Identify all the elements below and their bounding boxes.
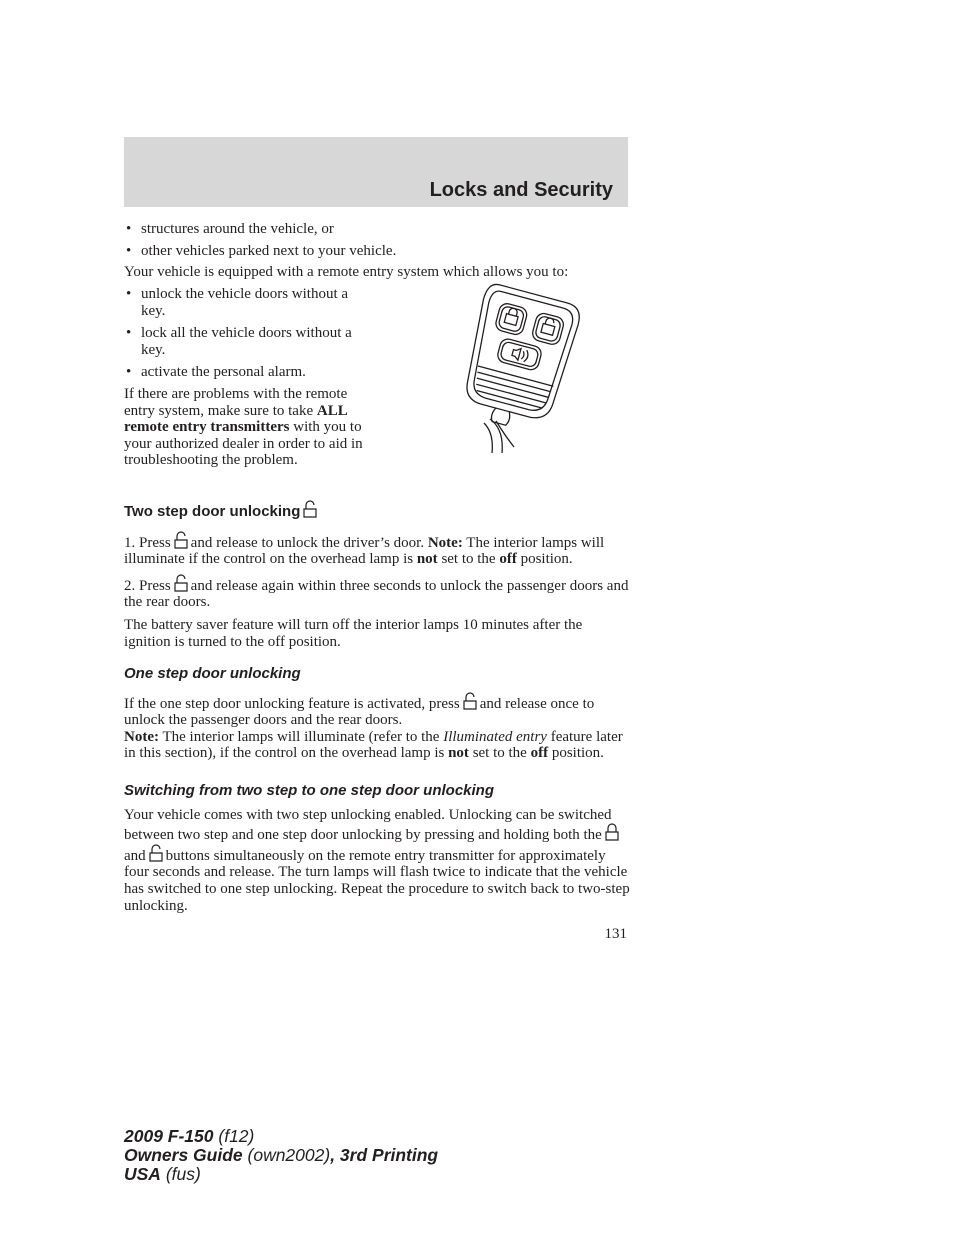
footer-line-1: 2009 F-150 (f12)	[124, 1126, 255, 1146]
list-item: • activate the personal alarm.	[124, 364, 374, 381]
two-step-section	[124, 500, 630, 650]
one-step-section	[124, 666, 630, 762]
remote-feature-list	[124, 286, 374, 469]
page-number: 131	[604, 926, 627, 942]
section-title: Locks and Security	[429, 179, 613, 201]
section-header	[124, 137, 628, 207]
unlock-icon	[173, 574, 189, 592]
section-heading: Two step door unlocking	[124, 500, 630, 521]
list-item: • unlock the vehicle doors without a key.	[124, 286, 374, 319]
intro-bullet-list	[124, 221, 630, 281]
battery-saver-paragraph: The battery saver feature will turn off the interior lamps 10 minutes after the ignition is turned to the off position.	[124, 616, 583, 650]
step-1-paragraph: 1. Press and release to unlock the driver’s door. Note: The interior lamps will illuminate if the control on the overhead lamp is not set to the off position.	[124, 531, 630, 568]
unlock-icon	[462, 692, 478, 710]
one-step-paragraph: If the one step door unlocking feature is activated, press and release once to unlock the passenger doors and the rear doors. Note: The interior lamps will illuminate (refer to the Illuminated entry feature later in this section), if the control on the overhead lamp is not set to the off position.	[124, 692, 630, 762]
switching-section	[124, 783, 630, 914]
switching-paragraph: Your vehicle comes with two step unlocking enabled. Unlocking can be switched between two step and one step door unlocking by pressing and holding both the and buttons simultaneously on the remote entry transmitter for approximately four seconds and release. The turn lamps will flash twice to indicate that the vehicle has switched to one step unlocking. Repeat the procedure to switch back to two-step unlocking.	[124, 806, 630, 914]
lock-icon	[604, 823, 620, 841]
unlock-icon	[302, 500, 318, 518]
list-item: • other vehicles parked next to your vehicle.	[124, 243, 630, 260]
unlock-icon	[148, 844, 164, 862]
list-item: • lock all the vehicle doors without a key.	[124, 325, 374, 358]
section-heading: Switching from two step to one step door unlocking	[124, 782, 494, 799]
list-item: • structures around the vehicle, or	[124, 221, 630, 238]
footer-line-2: Owners Guide (own2002), 3rd Printing	[124, 1145, 439, 1165]
section-heading: One step door unlocking	[124, 665, 301, 682]
document-footer	[124, 1127, 438, 1184]
remote-entry-transmitter-image	[440, 283, 586, 455]
problems-paragraph: If there are problems with the remote entry system, make sure to take ALL remote entry transmitters with you to your authorized dealer in order to aid in troubleshooting the problem.	[124, 385, 363, 469]
step-2-paragraph: 2. Press and release again within three seconds to unlock the passenger doors and the rear doors.	[124, 574, 630, 611]
unlock-icon	[173, 531, 189, 549]
remote-intro-text: Your vehicle is equipped with a remote entry system which allows you to:	[124, 264, 569, 281]
footer-line-3: USA (fus)	[124, 1164, 201, 1184]
